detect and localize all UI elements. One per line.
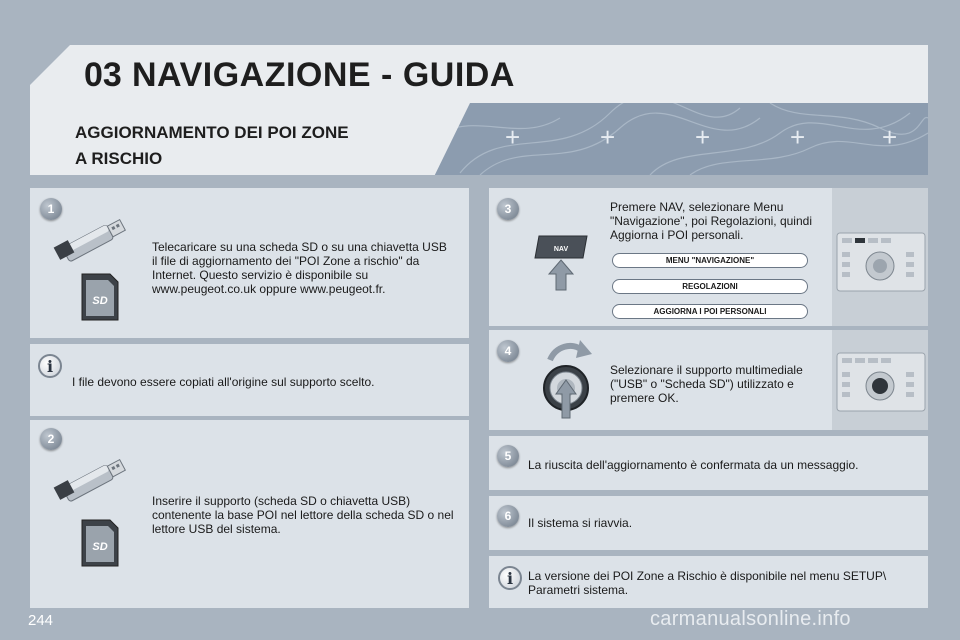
sd-card-label: SD — [92, 541, 108, 553]
plus-icon: + — [505, 122, 521, 152]
step-number-badge: 5 — [497, 445, 519, 467]
step-number-badge: 3 — [497, 198, 519, 220]
radio-console-icon — [836, 352, 926, 412]
plus-icon: + — [695, 122, 711, 152]
menu-path-navigazione: MENU "NAVIGAZIONE" — [612, 253, 808, 268]
info-icon: i — [498, 566, 522, 590]
nav-button-label: NAV — [553, 246, 569, 253]
plus-icon: + — [882, 122, 898, 152]
info-2-text: La versione dei POI Zone a Rischio è disponibile nel menu SETUP\ Parametri sistema. — [528, 569, 887, 597]
step-4-text: Selezionare il supporto multimediale ("USB" o "Scheda SD") utilizzato e premere OK. — [610, 363, 803, 405]
watermark: carmanualsonline.info — [650, 608, 851, 630]
section-subtitle: AGGIORNAMENTO DEI POI ZONE A RISCHIO — [75, 123, 349, 168]
info-1-text: I file devono essere copiati all'origine sul supporto scelto. — [72, 375, 375, 389]
step-5-text: La riuscita dell'aggiornamento è confermata da un messaggio. — [528, 458, 859, 472]
step-3-text: Premere NAV, selezionare Menu "Navigazione", poi Regolazioni, quindi Aggiorna i POI personali. — [610, 200, 812, 242]
sd-card-icon — [80, 272, 120, 322]
info-icon: i — [38, 354, 62, 378]
step-number-badge: 6 — [497, 505, 519, 527]
usb-stick-icon — [52, 455, 132, 505]
step-number-badge: 2 — [40, 428, 62, 450]
step-1-text: Telecaricare su una scheda SD o su una chiavetta USB il file di aggiornamento dei "POI Zone a rischio" da Internet. Questo servizio è disponibile su www.peugeot.co.uk oppure www.peugeot.fr. — [152, 240, 447, 296]
usb-stick-icon — [52, 215, 132, 265]
rotary-knob-icon — [536, 336, 606, 420]
nav-button-icon — [533, 222, 593, 292]
chapter-title: NAVIGAZIONE - GUIDA — [132, 56, 515, 94]
step-6-text: Il sistema si riavvia. — [528, 516, 633, 530]
step-number-badge: 1 — [40, 198, 62, 220]
sd-card-label: SD — [92, 295, 108, 307]
step-number-badge: 4 — [497, 340, 519, 362]
radio-console-icon — [836, 232, 926, 292]
plus-icon: + — [790, 122, 806, 152]
chapter-number: 03 — [84, 56, 122, 94]
page-number: 244 — [28, 612, 54, 629]
step-2-text: Inserire il supporto (scheda SD o chiavetta USB) contenente la base POI nel lettore della scheda SD o nel lettore USB del sistema. — [152, 494, 454, 536]
menu-path-regolazioni: REGOLAZIONI — [612, 279, 808, 294]
plus-icon: + — [600, 122, 616, 152]
menu-path-aggiorna-poi: AGGIORNA I POI PERSONALI — [612, 304, 808, 319]
arrow-up-icon — [549, 260, 573, 290]
sd-card-icon — [80, 518, 120, 568]
